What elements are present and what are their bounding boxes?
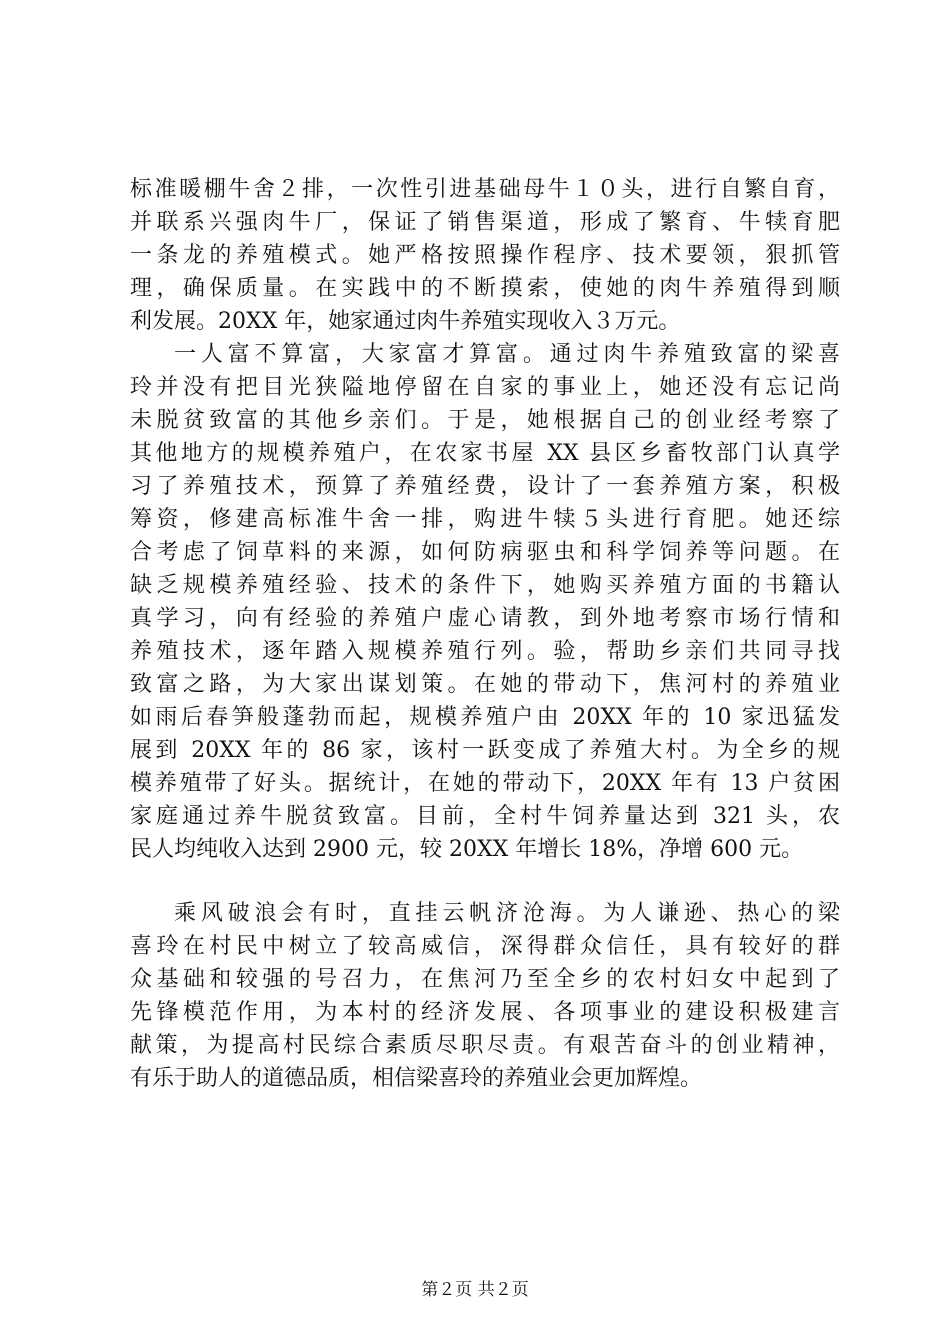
- text-line: 如雨后春笋般蓬勃而起，规模养殖户由 20XX 年的 10 家迅猛发: [130, 705, 840, 730]
- text-line: 习了养殖技术，预算了养殖经费，设计了一套养殖方案，积极: [130, 474, 840, 499]
- text-line: 一人富不算富，大家富才算富。通过肉牛养殖致富的梁喜: [174, 342, 840, 367]
- text-line: 献策，为提高村民综合素质尽职尽责。有艰苦奋斗的创业精神，: [130, 1033, 840, 1058]
- text-line: 一条龙的养殖模式。她严格按照操作程序、技术要领，狠抓管: [130, 243, 840, 268]
- text-line: 理，确保质量。在实践中的不断摸索，使她的肉牛养殖得到顺: [130, 276, 840, 301]
- page-number-footer: 第２页 共２页: [421, 1280, 529, 1300]
- text-line: 民人均纯收入达到 2900 元，较 20XX 年增长 18%，净增 600 元。: [130, 837, 804, 862]
- text-line: 筹资，修建高标准牛舍一排，购进牛犊５头进行育肥。她还综: [130, 507, 840, 532]
- text-line: 真学习，向有经验的养殖户虚心请教，到外地考察市场行情和: [130, 606, 840, 631]
- text-line: 模养殖带了好头。据统计，在她的带动下，20XX 年有 13 户贫困: [130, 771, 840, 796]
- text-line: 合考虑了饲草料的来源，如何防病驱虫和科学饲养等问题。在: [130, 540, 840, 565]
- text-line: 标准暖棚牛舍２排，一次性引进基础母牛１０头，进行自繁自育，: [130, 177, 840, 202]
- text-line: 未脱贫致富的其他乡亲们。于是，她根据自己的创业经考察了: [130, 408, 840, 433]
- text-line: 缺乏规模养殖经验、技术的条件下，她购买养殖方面的书籍认: [130, 573, 840, 598]
- text-line: 家庭通过养牛脱贫致富。目前，全村牛饲养量达到 321 头，农: [130, 804, 840, 829]
- text-line: 先锋模范作用，为本村的经济发展、各项事业的建设积极建言: [130, 1000, 840, 1025]
- paragraph-2: [130, 338, 840, 866]
- document-body: [130, 173, 840, 1095]
- text-line: 致富之路，为大家出谋划策。在她的带动下，焦河村的养殖业: [130, 672, 840, 697]
- text-line: 利发展。20XX 年，她家通过肉牛养殖实现收入３万元。: [130, 309, 681, 334]
- text-line: 乘风破浪会有时，直挂云帆济沧海。为人谦逊、热心的梁: [174, 901, 840, 926]
- text-line: 有乐于助人的道德品质，相信梁喜玲的养殖业会更加辉煌。: [130, 1066, 703, 1091]
- text-line: 众基础和较强的号召力，在焦河乃至全乡的农村妇女中起到了: [130, 967, 840, 992]
- text-line: 玲并没有把目光狭隘地停留在自家的事业上，她还没有忘记尚: [130, 375, 840, 400]
- text-line: 养殖技术，逐年踏入规模养殖行列。验，帮助乡亲们共同寻找: [130, 639, 840, 664]
- text-line: 喜玲在村民中树立了较高威信，深得群众信任，具有较好的群: [130, 934, 840, 959]
- paragraph-1: [130, 173, 840, 338]
- paragraph-3: [130, 897, 840, 1095]
- paragraph-spacer: [130, 866, 840, 897]
- text-line: 展到 20XX 年的 86 家，该村一跃变成了养殖大村。为全乡的规: [130, 738, 840, 763]
- text-line: 其他地方的规模养殖户，在农家书屋 XX 县区乡畜牧部门认真学: [130, 441, 840, 466]
- text-line: 并联系兴强肉牛厂，保证了销售渠道，形成了繁育、牛犊育肥: [130, 210, 840, 235]
